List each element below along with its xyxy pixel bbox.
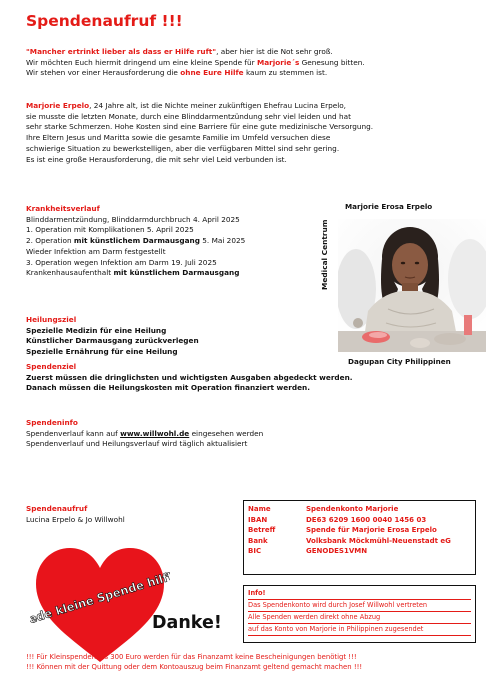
- history-section: [26, 204, 326, 279]
- bank-row-bic: [248, 546, 471, 557]
- medical-centrum-label: Medical Centrum: [320, 219, 329, 290]
- history-line-6: [26, 268, 326, 279]
- intro-quote: "Mancher ertrinkt lieber als dass er Hilfe ruft": [26, 47, 217, 56]
- person-line-6: Es ist eine große Herausforderung, die mit sehr viel Leid verbunden ist.: [26, 154, 287, 164]
- note-line-2: Alle Spenden werden direkt ohne Abzug: [248, 612, 471, 624]
- appeal-title: Spendenaufruf: [26, 504, 88, 513]
- footer-line-1: !!! Für Kleinspenden bis 300 Euro werden für das Finanzamt keine Bescheinigungen benötigt !!!: [26, 653, 357, 661]
- goal-title: Heilungsziel: [26, 315, 77, 324]
- intro-text: Genesung bitten.: [299, 57, 365, 67]
- thanks-text: Danke!: [152, 613, 222, 633]
- website-link[interactable]: www.willwohl.de: [120, 428, 190, 438]
- intro-text: kaum zu stemmen ist.: [243, 68, 328, 78]
- history-text: Krankenhausaufenthalt: [26, 268, 114, 278]
- appeal-section: [26, 504, 226, 525]
- person-section: [26, 101, 481, 165]
- person-line-3: sehr starke Schmerzen. Hohe Kosten sind eine Barriere für eine gute medizinische Versorgung.: [26, 122, 374, 132]
- info-text: Spendenverlauf kann auf: [26, 428, 121, 438]
- person-line-5: schwierige Situation zu bewerkstelligen, aber die verfügbaren Mittel sind sehr gering.: [26, 143, 340, 153]
- info-line-2: Spendenverlauf und Heilungsverlauf wird täglich aktualisiert: [26, 439, 248, 449]
- bank-row-bank: [248, 536, 471, 547]
- intro-line-2: [26, 58, 481, 69]
- history-emphasis: mit künstlichem Darmausgang: [73, 236, 200, 246]
- footer-line-2: !!! Können mit der Quittung oder dem Kontoauszug beim Finanzamt geltend gemacht machen !!!: [26, 663, 363, 672]
- intro-section: [26, 47, 481, 79]
- intro-line-1: [26, 47, 481, 58]
- history-line-3: [26, 236, 326, 247]
- person-text: , 24 Jahre alt, ist die Nichte meiner zukünftigen Ehefrau Lucina Erpelo,: [89, 101, 347, 110]
- target-line-1: Zuerst müssen die dringlichsten und wichtigsten Ausgaben abgedeckt werden.: [26, 372, 353, 382]
- info-title: Spendeninfo: [26, 418, 78, 427]
- history-text: 2. Operation: [26, 236, 74, 246]
- info-text: eingesehen werden: [189, 428, 264, 438]
- intro-text: Wir stehen vor einer Herausforderung die: [26, 68, 181, 78]
- note-line-1: Das Spendenkonto wird durch Josef Willwohl vertreten: [248, 600, 471, 612]
- footer-notes: [26, 652, 486, 673]
- info-section: [26, 418, 481, 450]
- goal-line-2: Künstlicher Darmausgang zurückverlegen: [26, 336, 199, 346]
- goal-section: [26, 315, 326, 358]
- intro-line-3: [26, 68, 481, 79]
- person-line-2: sie musste die letzten Monate, durch eine Blinddarmentzündung sehr viel leiden und hat: [26, 111, 351, 121]
- bank-value: Spendenkonto Marjorie: [306, 505, 399, 513]
- heart-graphic: [30, 540, 170, 668]
- intro-emphasis: ohne Eure Hilfe: [180, 68, 244, 78]
- page-title: Spendenaufruf !!!: [26, 12, 183, 30]
- photo-caption: Marjorie Erosa Erpelo: [345, 202, 433, 211]
- heart-slogan: Jede kleine Spende hilft: [30, 568, 170, 628]
- person-name: Marjorie Erpelo: [26, 101, 90, 110]
- goal-line-3: Spezielle Ernährung für eine Heilung: [26, 347, 178, 357]
- bank-key: Bank: [248, 536, 268, 545]
- person-line-4: Ihre Eltern Jesus und Maritta sowie die gesamte Familie im Umfeld versuchen diese: [26, 133, 331, 143]
- intro-text: Wir möchten Euch hiermit dringend um eine kleine Spende für: [26, 57, 257, 67]
- history-title: Krankheitsverlauf: [26, 204, 100, 213]
- intro-text: , aber hier ist die Not sehr groß.: [216, 47, 333, 56]
- note-title: Info!: [248, 588, 471, 600]
- history-line-1: Blinddarmentzündung, Blinddarmdurchbruch 4. April 2025: [26, 214, 240, 224]
- info-line-1: [26, 429, 481, 440]
- bank-key: Betreff: [248, 526, 276, 534]
- person-line-1: [26, 101, 481, 112]
- bank-key: IBAN: [248, 515, 268, 524]
- appeal-names: Lucina Erpelo & Jo Willwohl: [26, 514, 125, 524]
- intro-name: Marjorie´s: [256, 57, 300, 67]
- bank-row-name: [248, 504, 471, 515]
- bank-row-subject: [248, 525, 471, 536]
- bank-row-iban: [248, 515, 471, 526]
- bank-value: Volksbank Möckmühl-Neuenstadt eG: [306, 536, 451, 545]
- goal-line-1: Spezielle Medizin für eine Heilung: [26, 325, 167, 335]
- bank-value: DE63 6209 1600 0040 1456 03: [306, 515, 427, 524]
- bank-value: Spende für Marjorie Erosa Erpelo: [306, 526, 437, 534]
- bank-key: Name: [248, 505, 271, 513]
- bank-value: GENODES1VMN: [306, 547, 368, 555]
- target-line-2: Danach müssen die Heilungskosten mit Operation finanziert werden.: [26, 383, 310, 393]
- target-title: Spendenziel: [26, 362, 77, 371]
- history-text: 5. Mai 2025: [199, 236, 246, 246]
- history-line-4: Wieder Infektion am Darm festgestellt: [26, 246, 166, 256]
- bank-key: BIC: [248, 547, 262, 555]
- note-line-3: auf das Konto von Marjorie in Philippinen zugesendet: [248, 624, 471, 636]
- patient-photo: [338, 219, 486, 352]
- history-line-5: 3. Operation wegen Infektion am Darm 19. Juli 2025: [26, 257, 217, 267]
- bank-details-box: [243, 500, 476, 575]
- photo-location: Dagupan City Philippinen: [348, 357, 451, 366]
- history-emphasis: mit künstlichem Darmausgang: [113, 268, 240, 278]
- history-line-2: 1. Operation mit Komplikationen 5. April 2025: [26, 225, 194, 235]
- info-note-box: [243, 585, 476, 643]
